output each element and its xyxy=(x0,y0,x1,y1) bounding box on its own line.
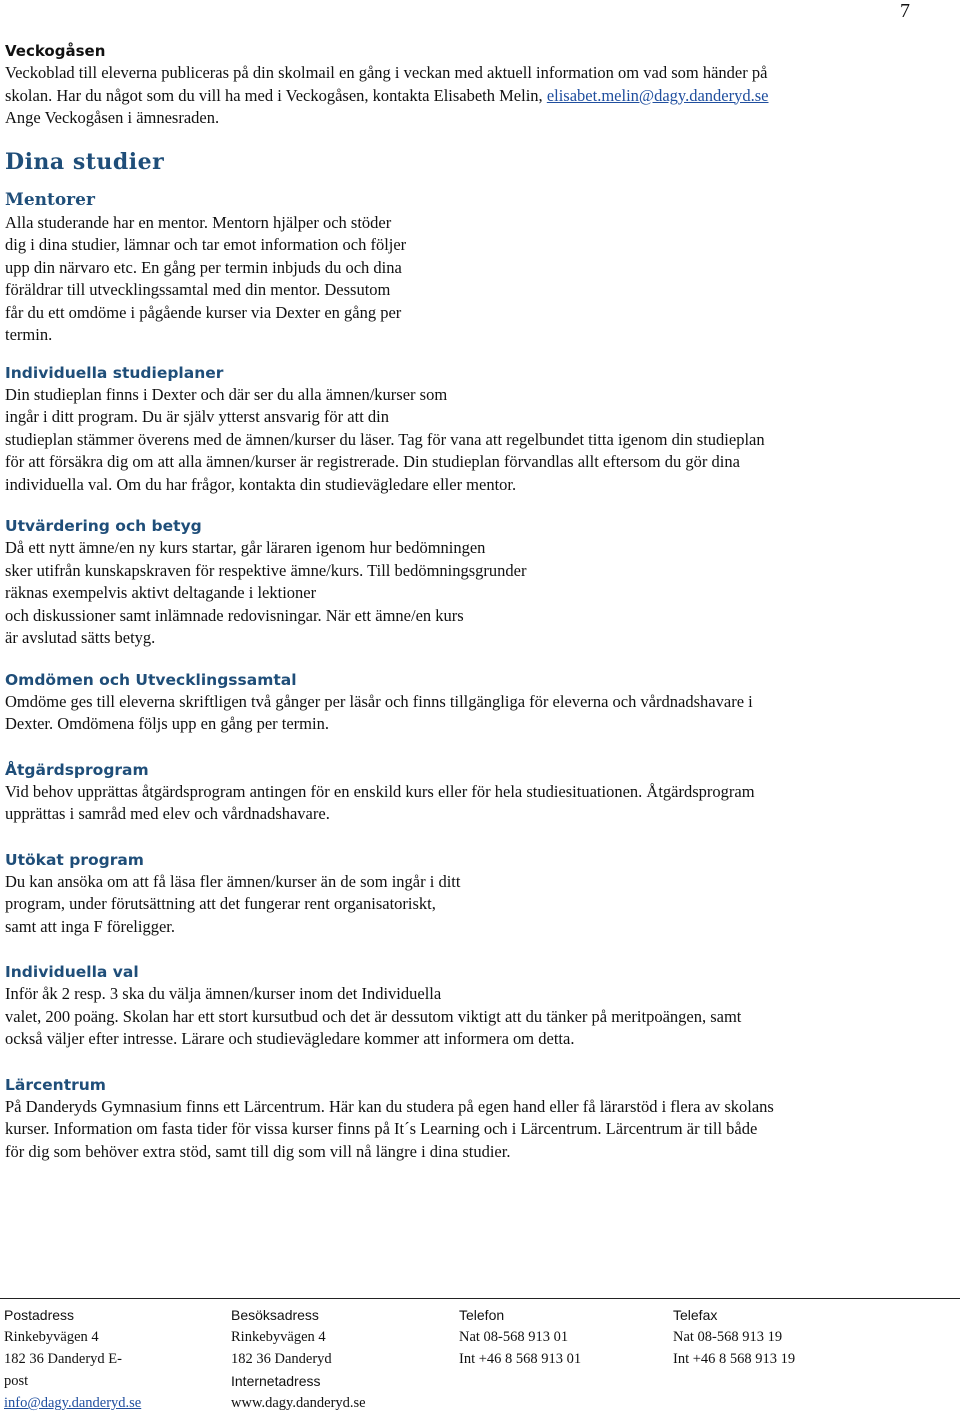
text-line: får du ett omdöme i pågående kurser via Dexter en gång per xyxy=(5,302,402,322)
utvardering-text xyxy=(5,537,925,650)
footer-line: Rinkebyvägen 4 xyxy=(231,1329,326,1345)
text-line: Vid behov upprättas åtgärdsprogram antingen för en enskild kurs eller för hela studiesituationen. Åtgärdsprogram xyxy=(5,781,755,801)
text-line: Inför åk 2 resp. 3 ska du välja ämnen/kurser inom det Individuella xyxy=(5,984,442,1003)
studieplaner-heading: Individuella studieplaner xyxy=(5,363,224,382)
document-body xyxy=(5,41,925,1163)
omdomen-text xyxy=(5,691,925,736)
text-line: dig i dina studier, lämnar och tar emot information och följer xyxy=(5,235,407,254)
footer-label: Internetadress xyxy=(231,1373,321,1389)
footer-label: Telefon xyxy=(459,1307,505,1323)
studieplaner-text xyxy=(5,384,925,497)
footer-line: 182 36 Danderyd E- xyxy=(4,1351,122,1367)
section-individuella-val xyxy=(5,961,925,1051)
footer-line: 182 36 Danderyd xyxy=(231,1351,332,1367)
individuella-val-heading: Individuella val xyxy=(5,963,139,981)
utokat-text xyxy=(5,871,925,939)
footer-divider xyxy=(0,1298,960,1299)
text-line: Din studieplan finns i Dexter och där ser du alla ämnen/kurser som xyxy=(5,384,448,404)
text-line: också väljer efter intresse. Lärare och studievägledare kommer att informera om detta. xyxy=(5,1029,575,1048)
section-larcentrum xyxy=(5,1074,925,1164)
atgardsprogram-text xyxy=(5,781,925,826)
text-line: Alla studerande har en mentor. Mentorn hjälper och stöder xyxy=(5,212,392,232)
text-line: räknas exempelvis aktivt deltagande i lektioner xyxy=(5,583,317,602)
section-utvardering xyxy=(5,515,925,650)
footer-email-link[interactable]: info@dagy.danderyd.se xyxy=(4,1395,142,1411)
text-line: upprättas i samråd med elev och vårdnadshavare. xyxy=(5,804,330,823)
page-footer xyxy=(0,1298,960,1410)
section-mentorer xyxy=(5,189,925,347)
text-line: Du kan ansöka om att få läsa fler ämnen/kurser än de som ingår i ditt xyxy=(5,871,461,891)
utvardering-heading: Utvärdering och betyg xyxy=(5,517,202,535)
footer-postadress xyxy=(4,1304,234,1414)
text-line: Ange Veckogåsen i ämnesraden. xyxy=(5,108,220,127)
text-line: och diskussioner samt inlämnade redovisningar. När ett ämne/en kurs xyxy=(5,605,464,625)
footer-line: Int +46 8 568 913 01 xyxy=(459,1351,582,1367)
larcentrum-text xyxy=(5,1096,925,1164)
footer-line: Nat 08-568 913 01 xyxy=(459,1329,569,1345)
mentorer-heading: Mentorer xyxy=(5,189,95,210)
footer-line: post xyxy=(4,1373,29,1389)
text-line: valet, 200 poäng. Skolan har ett stort kursutbud och det är dessutom viktigt att du tänker på meritpoängen, samt xyxy=(5,1006,742,1026)
text-line: sker utifrån kunskapskraven för respektive ämne/kurs. Till bedömningsgrunder xyxy=(5,560,527,580)
footer-label: Postadress xyxy=(4,1307,75,1323)
individuella-val-text xyxy=(5,983,925,1051)
email-link[interactable]: elisabet.melin@dagy.danderyd.se xyxy=(546,85,769,105)
footer-label: Telefax xyxy=(673,1307,718,1323)
footer-label: Besöksadress xyxy=(231,1307,319,1323)
text-line: för dig som behöver extra stöd, samt till dig som vill nå längre i dina studier. xyxy=(5,1141,511,1161)
section-omdomen xyxy=(5,669,925,736)
footer-web-address[interactable]: www.dagy.danderyd.se xyxy=(231,1395,366,1411)
mentorer-text xyxy=(5,212,925,347)
text-line: På Danderyds Gymnasium finns ett Lärcentrum. Här kan du studera på egen hand eller få lärarstöd i flera av skolans xyxy=(5,1096,774,1116)
text-line: studieplan stämmer överens med de ämnen/kurser du läser. Tag för vana att regelbundet titta igenom din studieplan xyxy=(5,429,765,449)
section-atgardsprogram xyxy=(5,759,925,826)
veckogasen-heading: Veckogåsen xyxy=(5,42,106,60)
footer-line: Nat 08-568 913 19 xyxy=(673,1329,783,1345)
text-line: ingår i ditt program. Du är själv ytterst ansvarig för att din xyxy=(5,407,389,426)
section-veckogasen xyxy=(5,41,925,130)
section-utokat-program xyxy=(5,849,925,939)
text-line: är avslutad sätts betyg. xyxy=(5,628,156,647)
text-line: för att försäkra dig om att alla ämnen/kurser är registrerade. Din studieplan förvandlas allt eftersom du gör dina xyxy=(5,452,740,471)
text-line xyxy=(5,85,925,108)
section-individuella-studieplaner xyxy=(5,362,925,497)
section-heading-dina-studier: Dina studier xyxy=(5,148,165,175)
omdomen-heading: Omdömen och Utvecklingssamtal xyxy=(5,670,297,689)
larcentrum-heading: Lärcentrum xyxy=(5,1075,106,1094)
text-line: Då ett nytt ämne/en ny kurs startar, går läraren igenom hur bedömningen xyxy=(5,538,486,557)
atgardsprogram-heading: Åtgärdsprogram xyxy=(5,760,149,779)
text-line: föräldrar till utvecklingssamtal med din mentor. Dessutom xyxy=(5,280,391,299)
text-line: upp din närvaro etc. En gång per termin inbjuds du och dina xyxy=(5,257,402,277)
veckogasen-text xyxy=(5,62,925,130)
text-line: termin. xyxy=(5,325,53,344)
text-line: Veckoblad till eleverna publiceras på din skolmail en gång i veckan med aktuell information om vad som händer på xyxy=(5,63,768,82)
footer-line: Rinkebyvägen 4 xyxy=(4,1329,99,1345)
text-line: Dexter. Omdömena följs upp en gång per termin. xyxy=(5,714,329,733)
text-line: individuella val. Om du har frågor, kontakta din studievägledare eller mentor. xyxy=(5,474,517,494)
text-fragment: skolan. Har du något som du vill ha med i Veckogåsen, kontakta Elisabeth Melin, xyxy=(5,85,547,105)
text-line: program, under förutsättning att det fungerar rent organisatoriskt, xyxy=(5,894,436,913)
utokat-heading: Utökat program xyxy=(5,850,144,869)
text-line: samt att inga F föreligger. xyxy=(5,916,176,936)
text-line: kurser. Information om fasta tider för vissa kurser finns på It´s Learning och i Lärcentrum. Lärcentrum är till både xyxy=(5,1119,758,1138)
footer-telefon xyxy=(459,1304,689,1370)
text-line: Omdöme ges till eleverna skriftligen två gånger per läsår och finns tillgängliga för eleverna och vårdnadshavare i xyxy=(5,691,753,711)
footer-telefax xyxy=(673,1304,903,1370)
footer-line: Int +46 8 568 913 19 xyxy=(673,1351,796,1367)
page-number: 7 xyxy=(900,0,910,22)
footer-besoksadress xyxy=(231,1304,461,1414)
